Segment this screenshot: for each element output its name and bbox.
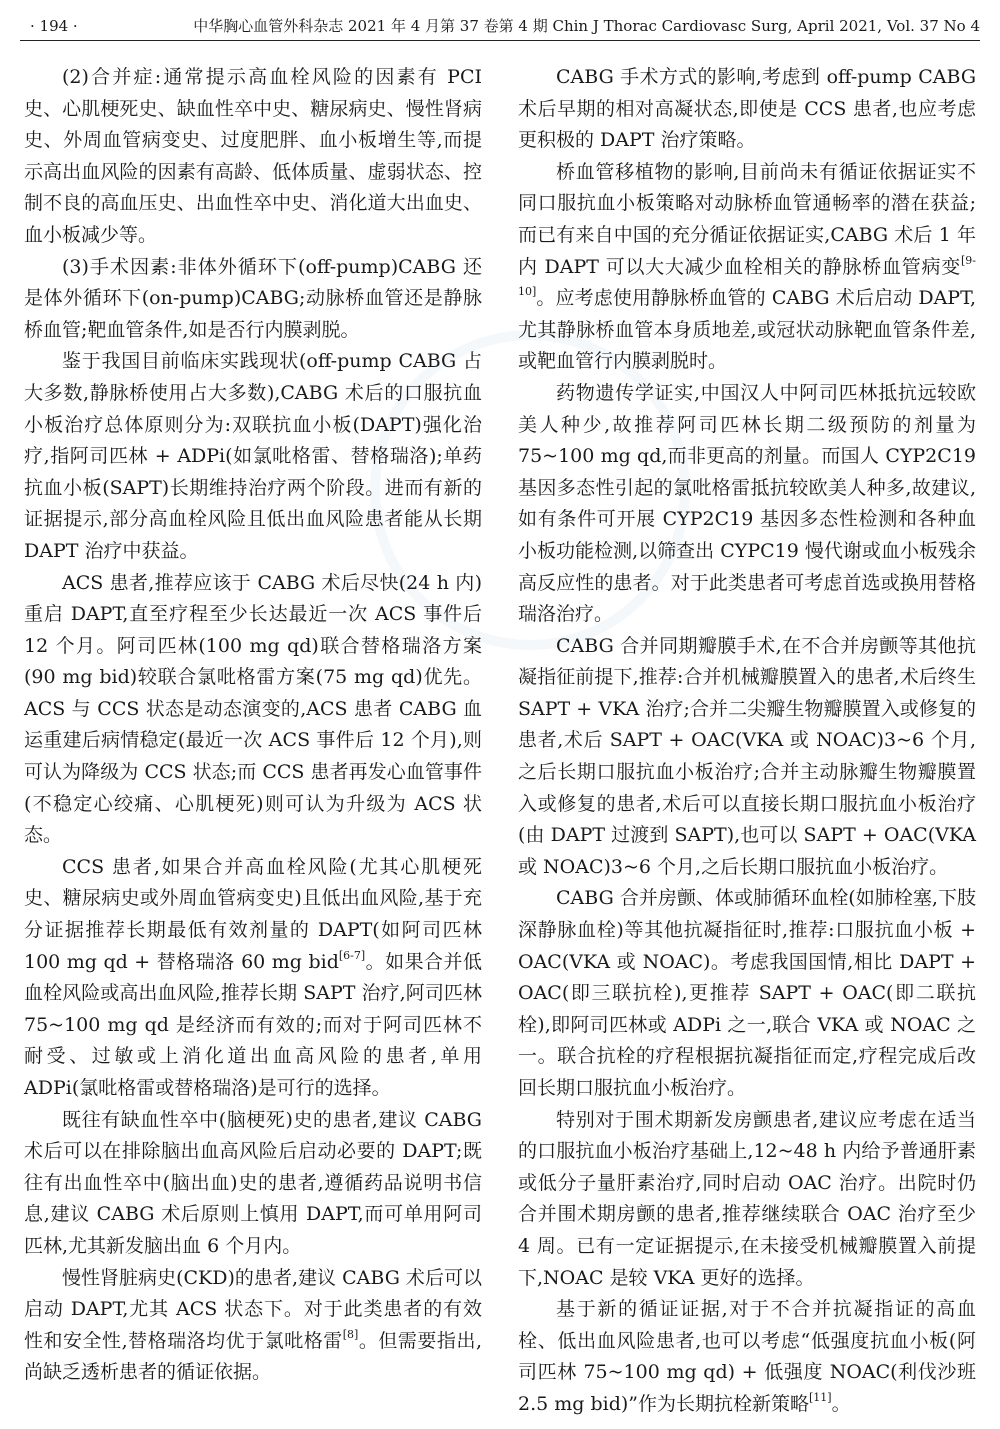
paragraph: (2)合并症:通常提示高血栓风险的因素有 PCI 史、心肌梗死史、缺血性卒中史、糖尿病史、慢性肾病史、外周血管病变史、过度肥胖、血小板增生等,而提示高出血风险的因素有高龄、低体质量、虚弱状态、控制不良的高血压史、出血性卒中史、消化道大出血史、血小板减少等。 <box>24 66 482 246</box>
paragraph: 慢性肾脏病史(CKD)的患者,建议 CABG 术后可以启动 DAPT,尤其 ACS 状态下。对于此类患者的有效性和安全性,替格瑞洛均优于氯吡格雷[8]。但需要指出,尚缺乏透析患者的循证依据。 <box>24 1266 482 1384</box>
page-number: · 194 · <box>30 17 78 35</box>
paragraph: 基于新的循证证据,对于不合并抗凝指证的高血栓、低出血风险患者,也可以考虑“低强度抗血小板(阿司匹林 75~100 mg qd) + 低强度 NOAC(利伐沙班 2.5 mg bid)”作为长期抗栓新策略[11]。 <box>518 1298 976 1415</box>
right-column <box>518 62 976 1421</box>
paragraph: 药物遗传学证实,中国汉人中阿司匹林抵抗远较欧美人种少,故推荐阿司匹林长期二级预防的剂量为 75~100 mg qd,而非更高的剂量。而国人 CYP2C19 基因多态性引起的氯吡格雷抵抗较欧美人种多,故建议,如有条件可开展 CYP2C19 基因多态性检测和各种血小板功能检测,以筛查出 CYPC19 慢代谢或血小板残余高反应性的患者。对于此类患者可考虑首选或换用替格瑞洛治疗。 <box>518 381 976 626</box>
paragraph: 既往有缺血性卒中(脑梗死)史的患者,建议 CABG 术后可以在排除脑出血高风险后启动必要的 DAPT;既往有出血性卒中(脑出血)史的患者,遵循药品说明书信息,建议 CABG 术后原则上慎用 DAPT,而可单用阿司匹林,尤其新发脑出血 6 个月内。 <box>24 1108 482 1257</box>
paragraph: CABG 手术方式的影响,考虑到 off-pump CABG 术后早期的相对高凝状态,即使是 CCS 患者,也应考虑更积极的 DAPT 治疗策略。 <box>518 66 976 152</box>
paragraph: 桥血管移植物的影响,目前尚未有循证依据证实不同口服抗血小板策略对动脉桥血管通畅率的潜在获益;而已有来自中国的充分循证依据证实,CABG 术后 1 年内 DAPT 可以大大减少血栓相关的静脉桥血管病变[9-10]。应考虑使用静脉桥血管的 CABG 术后启动 DAPT,尤其静脉桥血管本身质地差,或冠状动脉靶血管条件差,或靶血管行内膜剥脱时。 <box>518 160 976 373</box>
running-header <box>20 14 980 41</box>
paragraph: 特别对于围术期新发房颤患者,建议应考虑在适当的口服抗血小板治疗基础上,12~48 h 内给予普通肝素或低分子量肝素治疗,同时启动 OAC 治疗。出院时仍合并围术期房颤的患者,推荐继续联合 OAC 治疗至少 4 周。已有一定证据提示,在未接受机械瓣膜置入前提下,NOAC 是较 VKA 更好的选择。 <box>518 1108 976 1289</box>
citation-ref: [9-10] <box>518 253 976 299</box>
paragraph: CABG 合并房颤、体或肺循环血栓(如肺栓塞,下肢深静脉血栓)等其他抗凝指征时,推荐:口服抗血小板 + OAC(VKA 或 NOAC)。考虑我国国情,相比 DAPT + OAC(即三联抗栓),更推荐 SAPT + OAC(即二联抗栓),即阿司匹林或 ADPi 之一,联合 VKA 或 NOAC 之一。联合抗栓的疗程根据抗凝指征而定,疗程完成后改回长期口服抗血小板治疗。 <box>518 887 976 1099</box>
paragraph: CABG 合并同期瓣膜手术,在不合并房颤等其他抗凝指征前提下,推荐:合并机械瓣膜置入的患者,术后终生 SAPT + VKA 治疗;合并二尖瓣生物瓣膜置入或修复的患者,术后 SAPT + OAC(VKA 或 NOAC)3~6 个月,之后长期口服抗血小板治疗;合并主动脉瓣生物瓣膜置入或修复的患者,术后可以直接长期口服抗血小板治疗(由 DAPT 过渡到 SAPT),也可以 SAPT + OAC(VKA 或 NOAC)3~6 个月,之后长期口服抗血小板治疗。 <box>518 634 976 878</box>
paragraph: CCS 患者,如果合并高血栓风险(尤其心肌梗死史、糖尿病史或外周血管病变史)且低出血风险,基于充分证据推荐长期最低有效剂量的 DAPT(如阿司匹林 100 mg qd + 替格瑞洛 60 mg bid[6-7]。如果合并低血栓风险或高出血风险,推荐长期 SAPT 治疗,阿司匹林 75~100 mg qd 是经济而有效的;而对于阿司匹林不耐受、过敏或上消化道出血高风险的患者,单用 ADPi(氯吡格雷或替格瑞洛)是可行的选择。 <box>24 855 482 1099</box>
citation-ref: [8] <box>342 1327 359 1341</box>
left-column <box>24 62 482 1389</box>
paragraph: (3)手术因素:非体外循环下(off-pump)CABG 还是体外循环下(on-pump)CABG;动脉桥血管还是静脉桥血管;靶血管条件,如是否行内膜剥脱。 <box>24 255 482 341</box>
citation-ref: [11] <box>809 1390 832 1404</box>
journal-citation: 中华胸心血管外科杂志 2021 年 4 月第 37 卷第 4 期 Chin J Thorac Cardiovasc Surg, April 2021, Vol. 37 No 4 <box>193 17 980 35</box>
paragraph: ACS 患者,推荐应该于 CABG 术后尽快(24 h 内)重启 DAPT,直至疗程至少长达最近一次 ACS 事件后 12 个月。阿司匹林(100 mg qd)联合替格瑞洛方案(90 mg bid)较联合氯吡格雷方案(75 mg qd)优先。ACS 与 CCS 状态是动态演变的,ACS 患者 CABG 血运重建后病情稳定(最近一次 ACS 事件后 12 个月),则可认为降级为 CCS 状态;而 CCS 患者再发心血管事件(不稳定心绞痛、心肌梗死)则可认为升级为 ACS 状态。 <box>24 571 482 847</box>
paragraph: 鉴于我国目前临床实践现状(off-pump CABG 占大多数,静脉桥使用占大多数),CABG 术后的口服抗血小板治疗总体原则分为:双联抗血小板(DAPT)强化治疗,指阿司匹林 + ADPi(如氯吡格雷、替格瑞洛);单药抗血小板(SAPT)长期维持治疗两个阶段。进而有新的证据提示,部分高血栓风险且低出血风险患者能从长期 DAPT 治疗中获益。 <box>24 350 482 562</box>
citation-ref: [6-7] <box>338 948 366 962</box>
